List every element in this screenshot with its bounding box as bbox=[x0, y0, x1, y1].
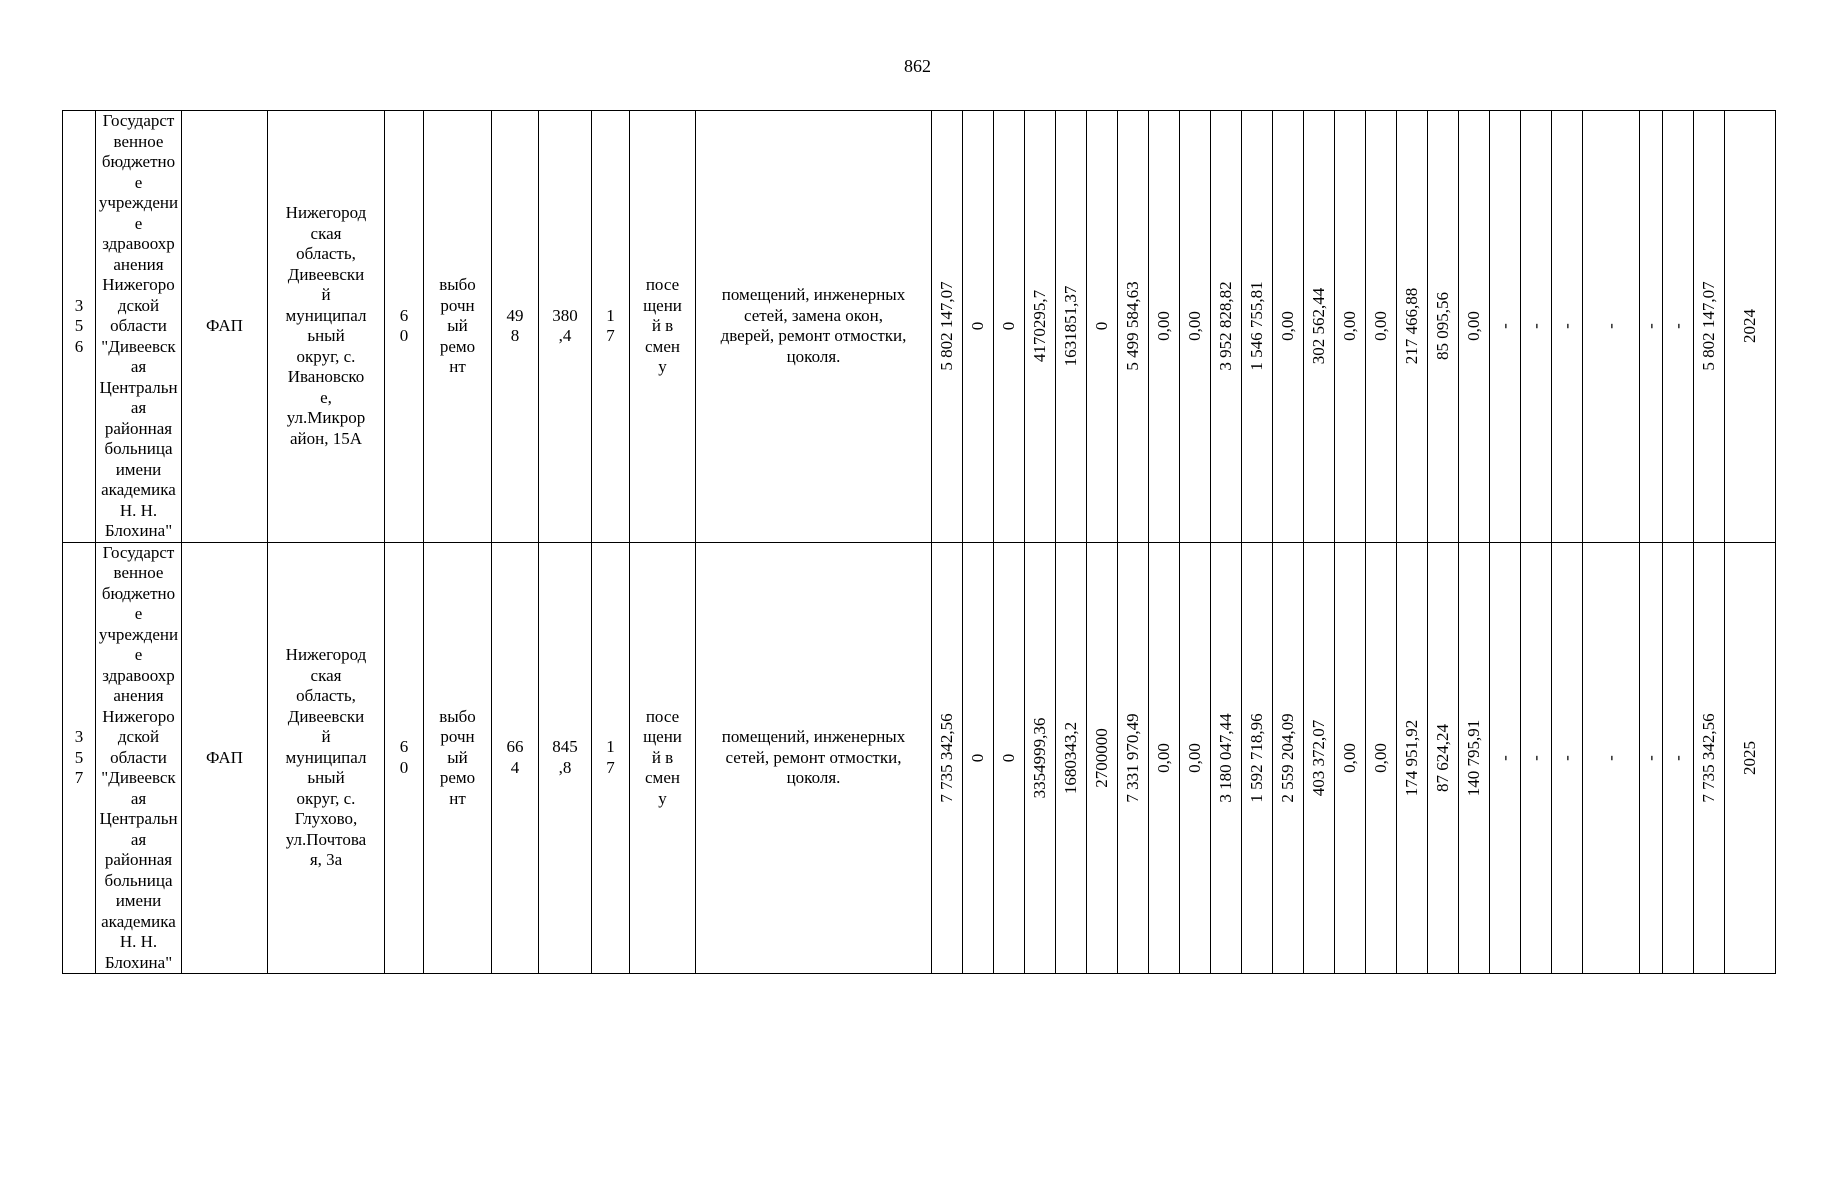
facility-type-text: ФАП bbox=[206, 316, 243, 335]
value-text: 0,00 bbox=[1154, 311, 1173, 342]
value-cell bbox=[1583, 542, 1640, 974]
row-number-cell bbox=[63, 542, 96, 974]
value-cell bbox=[1335, 542, 1366, 974]
table-row bbox=[63, 542, 1776, 974]
value-cell bbox=[1149, 542, 1180, 974]
value-text: 174 951,92 bbox=[1402, 719, 1421, 796]
value-text: - bbox=[1495, 323, 1514, 330]
table-row bbox=[63, 111, 1776, 543]
value-cell bbox=[1273, 111, 1304, 543]
value-cell bbox=[963, 542, 994, 974]
address-cell bbox=[268, 111, 385, 543]
value-text: 3 180 047,44 bbox=[1216, 713, 1235, 803]
value-text: 7 735 342,56 bbox=[1699, 713, 1718, 803]
value-cell bbox=[1304, 111, 1335, 543]
value-cell bbox=[1490, 111, 1521, 543]
value-cell bbox=[1397, 111, 1428, 543]
value-cell bbox=[1694, 111, 1725, 543]
area-cell bbox=[539, 542, 592, 974]
value-text: 0 bbox=[968, 753, 987, 762]
value-text: 217 466,88 bbox=[1402, 288, 1421, 365]
value-cell bbox=[1583, 111, 1640, 543]
value-cell bbox=[1366, 111, 1397, 543]
value-cell bbox=[1663, 542, 1694, 974]
value-text: 140 795,91 bbox=[1464, 719, 1483, 796]
repair-type-text: выбо рочн ый ремо нт bbox=[439, 706, 476, 808]
value-text: 0 bbox=[999, 753, 1018, 762]
value-text: 0,00 bbox=[1340, 742, 1359, 773]
value-cell bbox=[1211, 542, 1242, 974]
value-text: - bbox=[1526, 323, 1545, 330]
value-text: 1680343,2 bbox=[1061, 721, 1080, 794]
value-cell bbox=[932, 542, 963, 974]
value-cell bbox=[1459, 111, 1490, 543]
value-text: 1631851,37 bbox=[1061, 285, 1080, 367]
value-cell bbox=[1087, 111, 1118, 543]
value-text: - bbox=[1641, 754, 1660, 761]
area-text: 845 ,8 bbox=[552, 737, 578, 777]
value-text: - bbox=[1557, 754, 1576, 761]
value-cell bbox=[1725, 542, 1776, 974]
value-text: 0 bbox=[999, 322, 1018, 331]
address-text: Нижегород ская область, Дивеевски й муниципал ьный округ, с. Ивановско е, ул.Микрор айон, 15А bbox=[285, 203, 367, 448]
value-cell bbox=[1118, 111, 1149, 543]
value-cell bbox=[1521, 542, 1552, 974]
value-cell bbox=[1025, 111, 1056, 543]
value-cell bbox=[1397, 542, 1428, 974]
value-cell bbox=[1459, 542, 1490, 974]
repair-type-cell bbox=[424, 111, 492, 543]
value-cell bbox=[1273, 542, 1304, 974]
facility-type-cell bbox=[182, 111, 268, 543]
value-text: 2 559 204,09 bbox=[1278, 713, 1297, 803]
value-cell bbox=[1242, 111, 1273, 543]
visits-per-shift-text: посе щени й в смен у bbox=[643, 275, 682, 376]
value-cell bbox=[932, 111, 963, 543]
value-text: 7 735 342,56 bbox=[937, 713, 956, 803]
data-table bbox=[62, 110, 1776, 974]
value-cell bbox=[994, 111, 1025, 543]
column-8-text: 1 7 bbox=[606, 305, 615, 346]
row-number-text: 3 5 7 bbox=[74, 727, 84, 787]
value-cell bbox=[963, 111, 994, 543]
works-description-text: помещений, инженерных сетей, замена окон, дверей, ремонт отмостки, цоколя. bbox=[720, 285, 907, 366]
value-text: 2025 bbox=[1740, 740, 1759, 775]
value-cell bbox=[1428, 111, 1459, 543]
value-text: - bbox=[1601, 323, 1620, 330]
value-cell bbox=[1118, 542, 1149, 974]
value-text: 1 546 755,81 bbox=[1247, 281, 1266, 371]
page-number: 862 bbox=[904, 56, 931, 76]
repair-type-cell bbox=[424, 542, 492, 974]
value-text: - bbox=[1557, 323, 1576, 330]
column-8-text: 1 7 bbox=[606, 737, 615, 777]
value-cell bbox=[1025, 542, 1056, 974]
visits-per-shift-cell bbox=[630, 542, 696, 974]
row-number-cell bbox=[63, 111, 96, 543]
value-text: 3 952 828,82 bbox=[1216, 281, 1235, 371]
institution-name-text: Государст венное бюджетно е учреждени е здравоохр анения Нижегоро дской области "Дивеевск ая Центральн ая районная больница имени академика Н. Н. Блохина" bbox=[98, 542, 179, 972]
value-cell bbox=[1366, 542, 1397, 974]
value-text: 0,00 bbox=[1278, 311, 1297, 342]
value-cell bbox=[1211, 111, 1242, 543]
value-cell bbox=[1428, 542, 1459, 974]
column-6-cell bbox=[492, 542, 539, 974]
value-cell bbox=[1335, 111, 1366, 543]
value-text: 4170295,7 bbox=[1030, 290, 1049, 363]
value-cell bbox=[1663, 111, 1694, 543]
value-text: 85 095,56 bbox=[1433, 292, 1452, 361]
value-text: - bbox=[1668, 754, 1687, 761]
column-6-cell bbox=[492, 111, 539, 543]
value-cell bbox=[1640, 542, 1663, 974]
value-text: 2024 bbox=[1740, 309, 1759, 344]
value-text: 302 562,44 bbox=[1309, 288, 1328, 365]
institution-name-cell bbox=[96, 111, 182, 543]
value-text: 0,00 bbox=[1464, 311, 1483, 342]
value-cell bbox=[1304, 542, 1335, 974]
value-text: 1 592 718,96 bbox=[1247, 713, 1266, 803]
value-text: - bbox=[1495, 754, 1514, 761]
column-8-cell bbox=[592, 542, 630, 974]
value-text: 5 802 147,07 bbox=[1699, 281, 1718, 371]
value-text: 0,00 bbox=[1185, 742, 1204, 773]
value-cell bbox=[1180, 111, 1211, 543]
value-text: 5 499 584,63 bbox=[1123, 281, 1142, 371]
area-text: 380 ,4 bbox=[552, 305, 578, 346]
value-text: 0,00 bbox=[1340, 311, 1359, 342]
column-4-text: 6 0 bbox=[399, 737, 409, 777]
works-description-cell bbox=[696, 111, 932, 543]
value-text: 0,00 bbox=[1371, 311, 1390, 342]
works-description-text: помещений, инженерных сетей, ремонт отмостки, цоколя. bbox=[721, 727, 906, 787]
value-cell bbox=[1087, 542, 1118, 974]
visits-per-shift-cell bbox=[630, 111, 696, 543]
value-cell bbox=[1056, 111, 1087, 543]
value-cell bbox=[1149, 111, 1180, 543]
value-text: 0 bbox=[968, 322, 987, 331]
address-text: Нижегород ская область, Дивеевски й муниципал ьный округ, с. Глухово, ул.Почтова я, 3а bbox=[285, 645, 367, 869]
value-text: 0 bbox=[1092, 322, 1111, 331]
value-text: - bbox=[1641, 323, 1660, 330]
value-text: 3354999,36 bbox=[1030, 717, 1049, 799]
value-text: 87 624,24 bbox=[1433, 723, 1452, 792]
facility-type-text: ФАП bbox=[206, 747, 243, 767]
institution-name-text: Государст венное бюджетно е учреждени е здравоохр анения Нижегоро дской области "Дивеевск ая Центральн ая районная больница имени академика Н. Н. Блохина" bbox=[98, 111, 179, 540]
facility-type-cell bbox=[182, 542, 268, 974]
value-text: - bbox=[1601, 754, 1620, 761]
column-4-cell bbox=[385, 542, 424, 974]
value-cell bbox=[994, 542, 1025, 974]
value-text: 0,00 bbox=[1154, 742, 1173, 773]
value-cell bbox=[1521, 111, 1552, 543]
value-text: 403 372,07 bbox=[1309, 719, 1328, 796]
value-cell bbox=[1056, 542, 1087, 974]
value-cell bbox=[1552, 542, 1583, 974]
address-cell bbox=[268, 542, 385, 974]
institution-name-cell bbox=[96, 542, 182, 974]
value-text: 7 331 970,49 bbox=[1123, 713, 1142, 803]
repair-type-text: выбо рочн ый ремо нт bbox=[439, 275, 476, 376]
value-text: - bbox=[1668, 323, 1687, 330]
value-text: - bbox=[1526, 754, 1545, 761]
column-4-cell bbox=[385, 111, 424, 543]
column-6-text: 49 8 bbox=[506, 305, 524, 346]
value-cell bbox=[1640, 111, 1663, 543]
area-cell bbox=[539, 111, 592, 543]
column-6-text: 66 4 bbox=[506, 737, 524, 777]
value-cell bbox=[1242, 542, 1273, 974]
column-8-cell bbox=[592, 111, 630, 543]
value-cell bbox=[1725, 111, 1776, 543]
value-text: 0,00 bbox=[1371, 742, 1390, 773]
row-number-text: 3 5 6 bbox=[74, 295, 84, 356]
value-cell bbox=[1694, 542, 1725, 974]
column-4-text: 6 0 bbox=[399, 305, 409, 346]
works-description-cell bbox=[696, 542, 932, 974]
value-cell bbox=[1552, 111, 1583, 543]
value-cell bbox=[1180, 542, 1211, 974]
visits-per-shift-text: посе щени й в смен у bbox=[643, 706, 682, 808]
value-cell bbox=[1490, 542, 1521, 974]
value-text: 2700000 bbox=[1092, 728, 1111, 788]
value-text: 5 802 147,07 bbox=[937, 281, 956, 371]
value-text: 0,00 bbox=[1185, 311, 1204, 342]
